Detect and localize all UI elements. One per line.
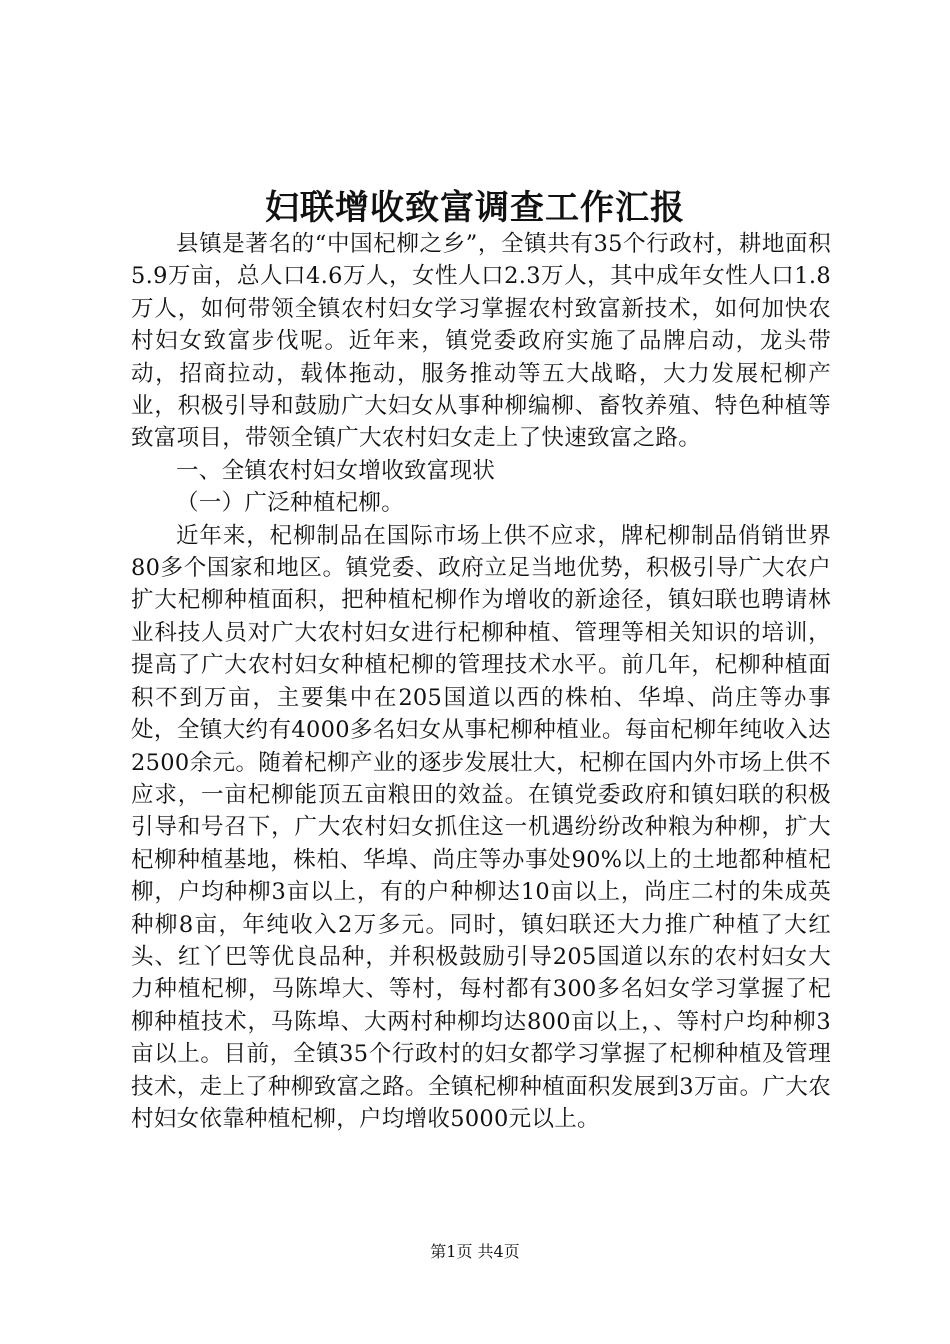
section-heading: 一、全镇农村妇女增收致富现状 bbox=[176, 457, 496, 484]
paragraph-willow-planting: 近年来，杞柳制品在国际市场上供不应求，牌杞柳制品俏销世界80多个国家和地区。镇党委、政府立足当地优势，积极引导广大农户扩大杞柳种植面积，把种植杞柳作为增收的新途径，镇妇联也聘请林业科技人员对广大农村妇女进行杞柳种植、管理等相关知识的培训，提高了广大农村妇女种植杞柳的管理技术水平。前几年，杞柳种植面积不到万亩，主要集中在205国道以西的株柏、华埠、尚庄等办事处，全镇大约有4000多名妇女从事杞柳种植业。每亩杞柳年纯收入达2500余元。随着杞柳产业的逐步发展壮大，杞柳在国内外市场上供不应求，一亩杞柳能顶五亩粮田的效益。在镇党委政府和镇妇联的积极引导和号召下，广大农村妇女抓住这一机遇纷纷改种粮为种柳，扩大杞柳种植基地，株柏、华埠、尚庄等办事处90%以上的土地都种植杞柳，户均种柳3亩以上，有的户种柳达10亩以上，尚庄二村的朱成英种柳8亩，年纯收入2万多元。同时，镇妇联还大力推广种植了大红头、红丫巴等优良品种，并积极鼓励引导205国道以东的农村妇女大力种植杞柳，马陈埠大、等村，每村都有300多名妇女学习掌握了杞柳种植技术，马陈埠、大两村种柳均达800亩以上，、等村户均种柳3亩以上。目前，全镇35个行政村的妇女都学习掌握了杞柳种植及管理技术，走上了种柳致富之路。全镇杞柳种植面积发展到3万亩。广大农村妇女依靠种植杞柳，户均增收5000元以上。 bbox=[131, 522, 831, 1132]
paragraph-intro: 县镇是著名的“中国杞柳之乡”，全镇共有35个行政村，耕地面积5.9万亩，总人口4.6万人，女性人口2.3万人，其中成年女性人口1.8万人，如何带领全镇农村妇女学习掌握农村致富新技术，如何加快农村妇女致富步伐呢。近年来，镇党委政府实施了品牌启动，龙头带动，招商拉动，载体拖动，服务推动等五大战略，大力发展杞柳产业，积极引导和鼓励广大妇女从事种柳编柳、畜牧养殖、特色种植等致富项目，带领全镇广大农村妇女走上了快速致富之路。 bbox=[131, 231, 831, 452]
subsection-heading: （一）广泛种植杞柳。 bbox=[176, 490, 405, 517]
document-title: 妇联增收致富调查工作汇报 bbox=[265, 188, 685, 228]
page-footer: 第1页 共4页 bbox=[430, 1242, 520, 1261]
document-body bbox=[131, 228, 831, 1135]
